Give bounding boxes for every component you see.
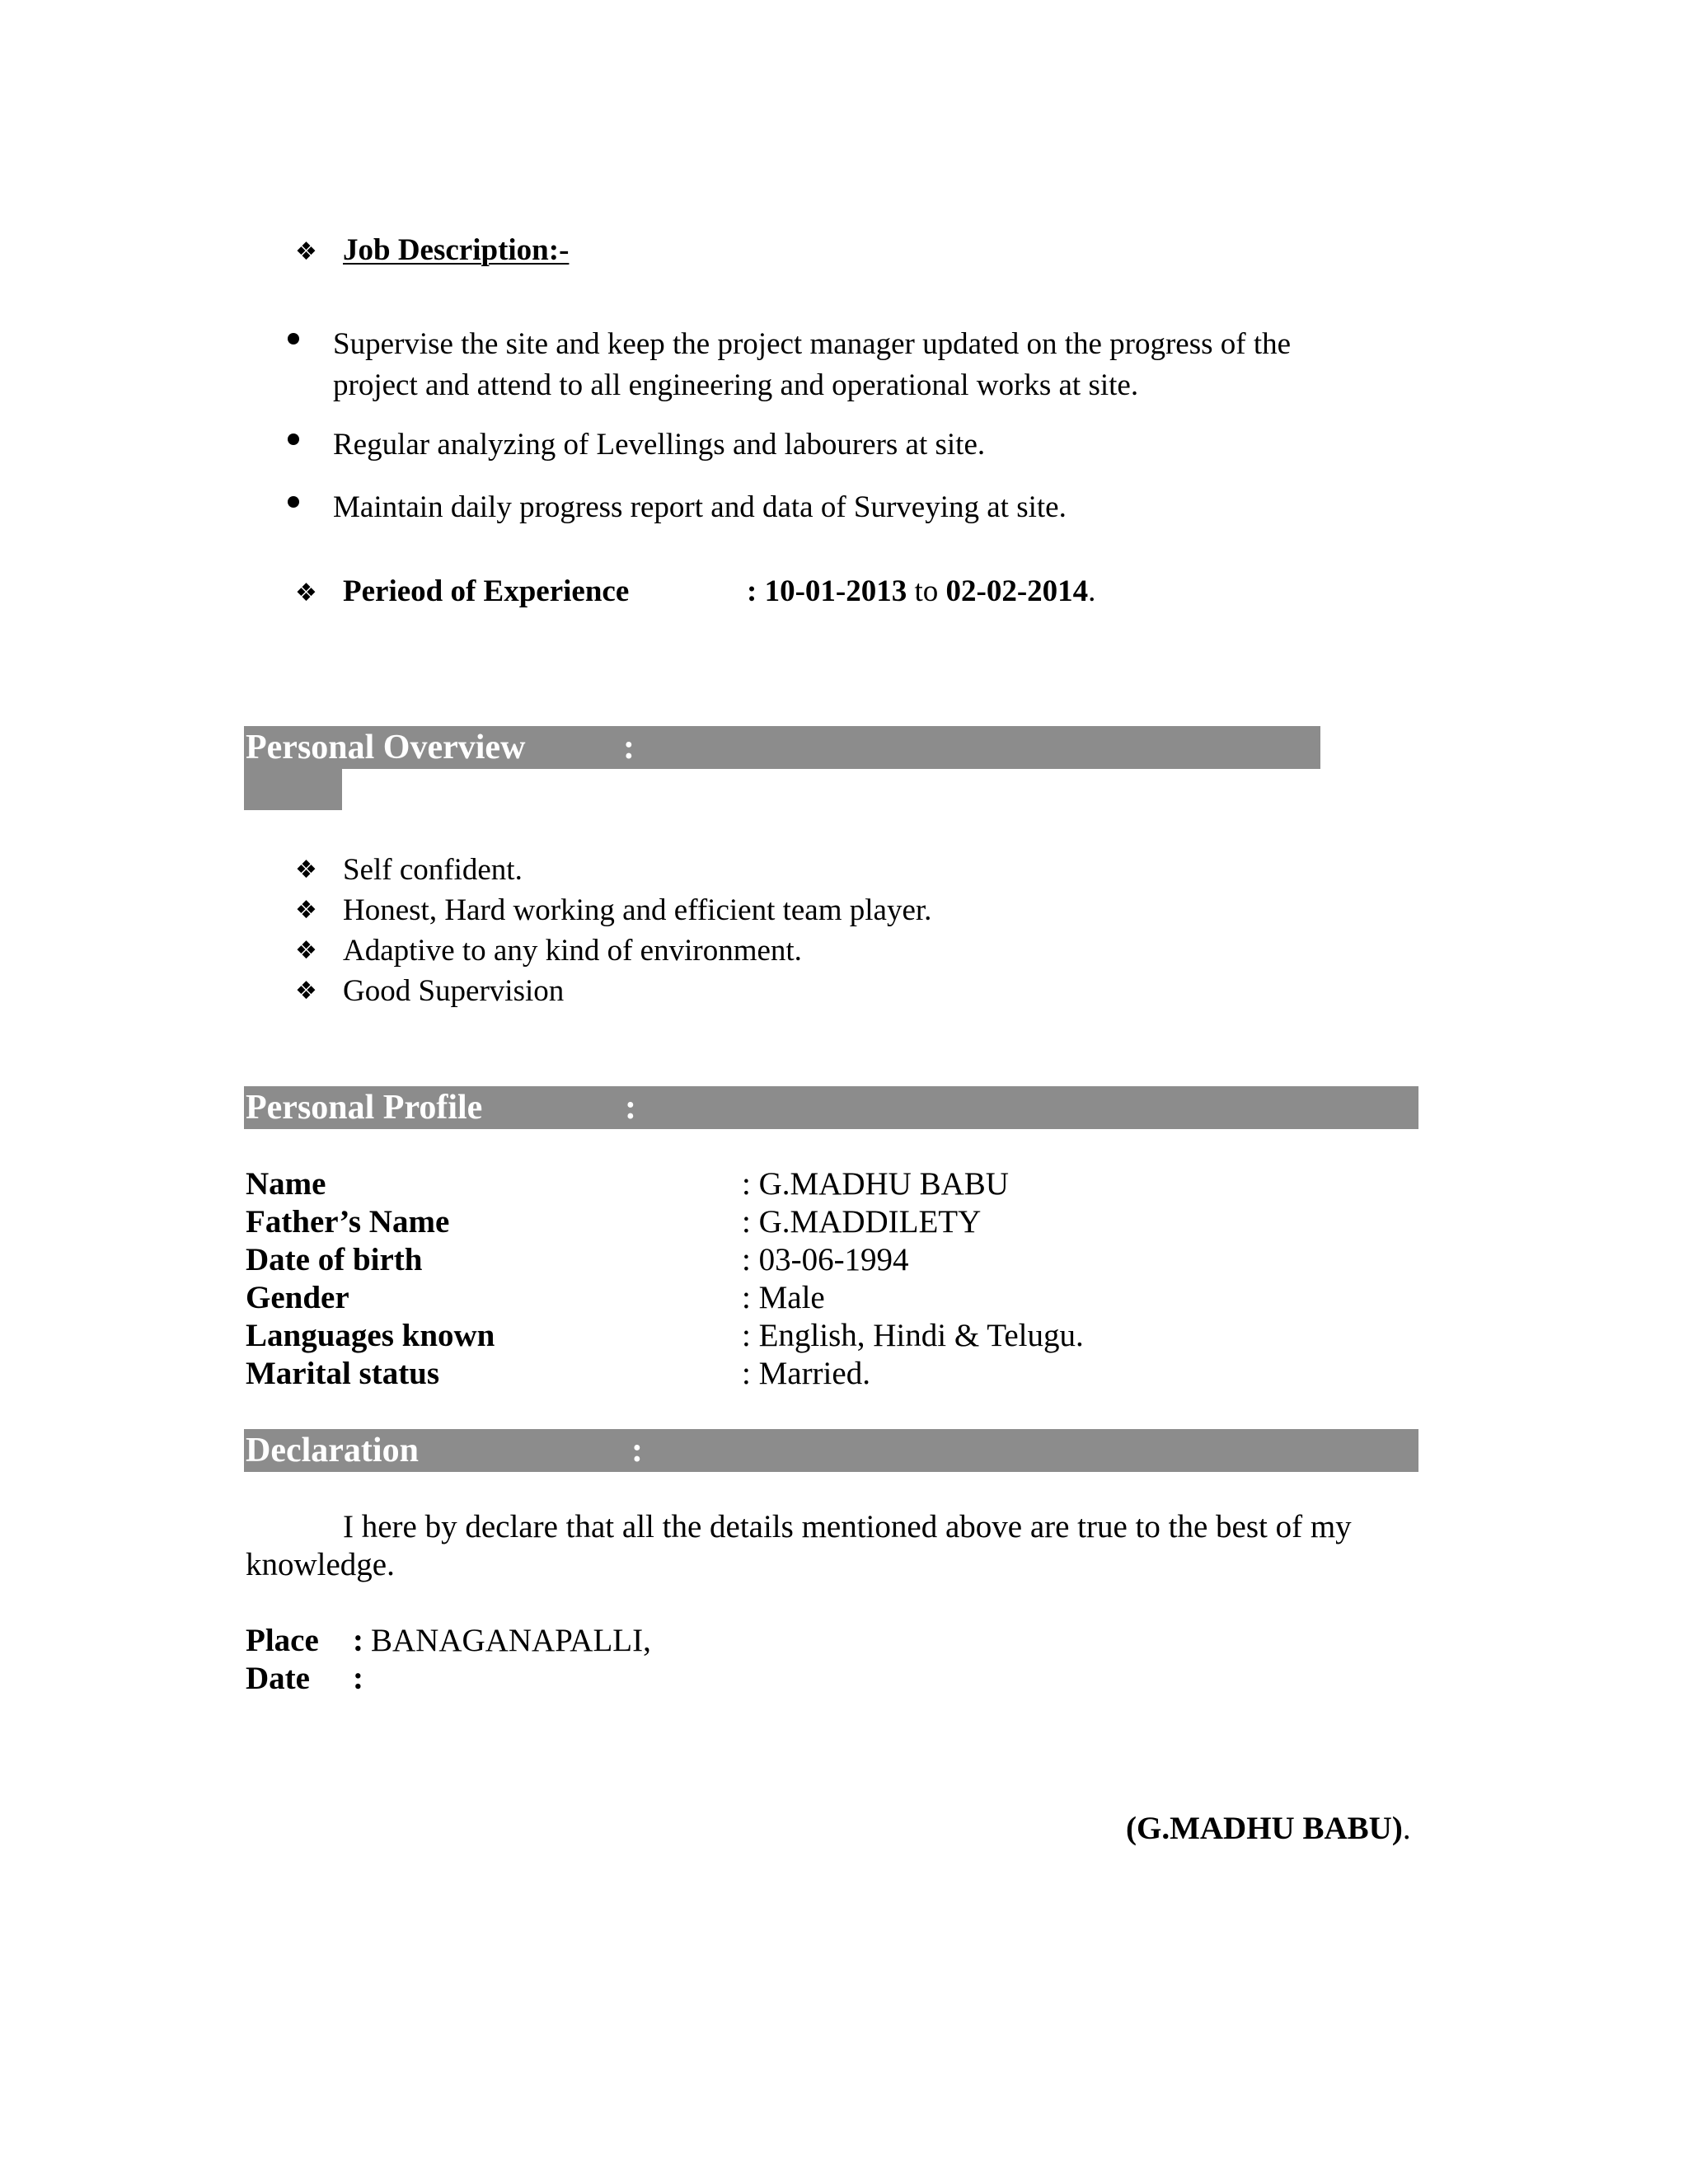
- duty-item-1-line-1: Supervise the site and keep the project manager updated on the progress of the: [333, 327, 1292, 361]
- four-diamond-bullet-icon: ❖: [295, 855, 317, 884]
- experience-colon: :: [747, 574, 757, 608]
- overview-item-4: Good Supervision: [343, 974, 565, 1008]
- duty-item-2: Regular analyzing of Levellings and labourers at site.: [333, 428, 986, 462]
- round-bullet-icon: [288, 333, 299, 344]
- profile-value-fathers-name: : G.MADDILETY: [742, 1204, 982, 1240]
- experience-from: 10-01-2013: [764, 574, 907, 608]
- declaration-colon: :: [631, 1432, 643, 1469]
- experience-to-word: to: [914, 574, 939, 608]
- place-colon: :: [353, 1623, 363, 1658]
- profile-label-fathers-name: Father’s Name: [246, 1204, 450, 1240]
- personal-profile-title: Personal Profile: [246, 1089, 483, 1127]
- personal-profile-colon: :: [625, 1089, 636, 1127]
- declaration-bar: [244, 1429, 1418, 1472]
- four-diamond-bullet-icon: ❖: [295, 896, 317, 925]
- experience-label: Perieod of Experience: [343, 574, 630, 608]
- duty-item-1-line-2: project and attend to all engineering and operational works at site.: [333, 368, 1139, 402]
- profile-label-name: Name: [246, 1166, 326, 1202]
- declaration-text-line-1: I here by declare that all the details mentioned above are true to the best of my: [343, 1509, 1352, 1544]
- date-colon: :: [353, 1661, 363, 1696]
- date-label: Date: [246, 1661, 310, 1696]
- declaration-text-line-2: knowledge.: [246, 1547, 395, 1582]
- overview-item-3: Adaptive to any kind of environment.: [343, 934, 802, 968]
- four-diamond-bullet-icon: ❖: [295, 936, 317, 965]
- job-description-heading: Job Description:-: [343, 233, 570, 267]
- experience-period: [747, 574, 1095, 610]
- four-diamond-bullet-icon: ❖: [295, 237, 317, 266]
- personal-overview-title: Personal Overview: [246, 729, 526, 766]
- declaration-title: Declaration: [246, 1432, 419, 1469]
- profile-value-name: : G.MADHU BABU: [742, 1166, 1009, 1202]
- personal-overview-colon: :: [623, 729, 635, 766]
- place-label: Place: [246, 1623, 319, 1658]
- round-bullet-icon: [288, 496, 299, 508]
- profile-label-dob: Date of birth: [246, 1242, 423, 1277]
- place-value: BANAGANAPALLI,: [371, 1623, 651, 1658]
- profile-label-gender: Gender: [246, 1280, 349, 1315]
- signature-name: (G.MADHU BABU): [1126, 1811, 1403, 1846]
- signature: [1126, 1810, 1411, 1848]
- profile-value-gender: : Male: [742, 1280, 825, 1315]
- duty-item-3: Maintain daily progress report and data of Surveying at site.: [333, 490, 1067, 524]
- profile-value-languages: : English, Hindi & Telugu.: [742, 1318, 1084, 1353]
- experience-end: .: [1088, 574, 1096, 608]
- personal-overview-bar-tail: [244, 769, 342, 810]
- round-bullet-icon: [288, 434, 299, 445]
- four-diamond-bullet-icon: ❖: [295, 977, 317, 1005]
- profile-value-marital-status: : Married.: [742, 1356, 870, 1391]
- signature-end: .: [1402, 1811, 1411, 1846]
- profile-value-dob: : 03-06-1994: [742, 1242, 909, 1277]
- experience-to: 02-02-2014: [945, 574, 1089, 608]
- profile-label-languages: Languages known: [246, 1318, 495, 1353]
- profile-label-marital-status: Marital status: [246, 1356, 440, 1391]
- overview-item-2: Honest, Hard working and efficient team player.: [343, 893, 932, 927]
- four-diamond-bullet-icon: ❖: [295, 579, 317, 607]
- overview-item-1: Self confident.: [343, 853, 523, 887]
